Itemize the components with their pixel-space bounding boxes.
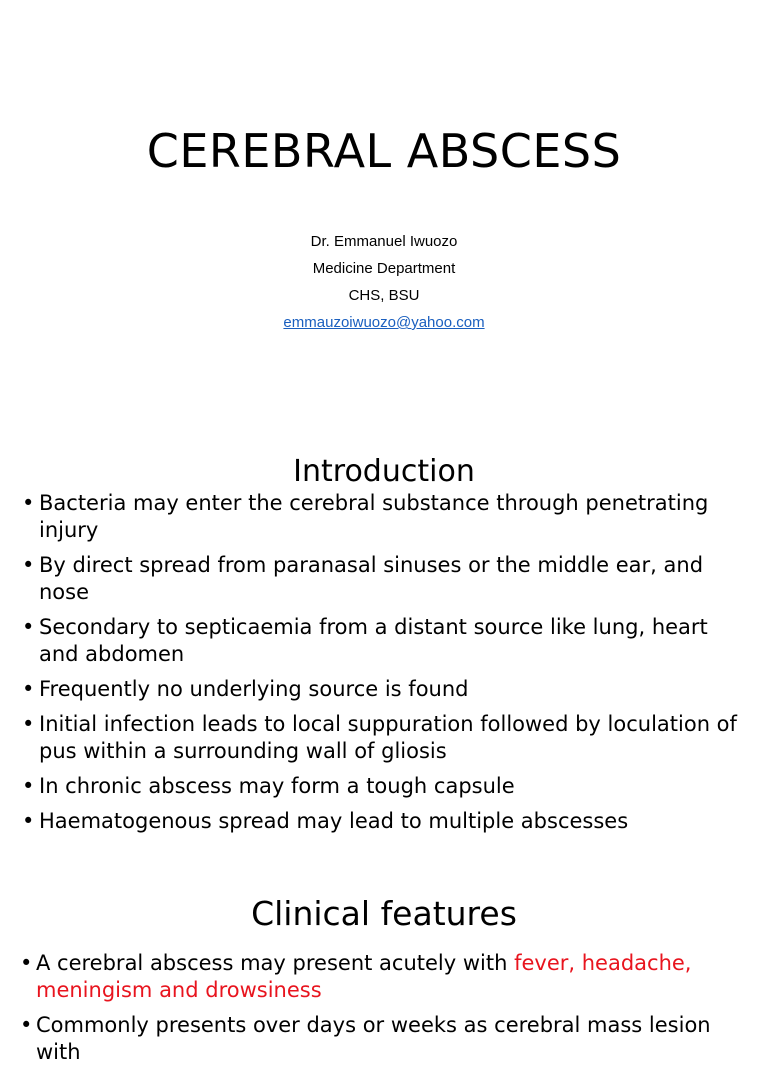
bullet-icon: • bbox=[22, 491, 35, 515]
list-item: • By direct spread from paranasal sinuses or the middle ear, and nose bbox=[22, 553, 704, 604]
slide-heading: Clinical features bbox=[251, 894, 517, 933]
introduction-slide bbox=[0, 432, 768, 864]
bullet-icon: • bbox=[22, 809, 35, 833]
author-name: Dr. Emmanuel Iwuozo bbox=[310, 233, 458, 250]
bullet-icon: • bbox=[22, 712, 35, 736]
bullet-icon: • bbox=[20, 951, 33, 975]
institution: CHS, BSU bbox=[348, 287, 420, 304]
bullet-icon: • bbox=[20, 1013, 33, 1037]
list-item: • Haematogenous spread may lead to multiple abscesses bbox=[22, 809, 629, 833]
list-item: • Initial infection leads to local suppuration followed by loculation of pus within a surrounding wall of gliosis bbox=[22, 712, 737, 763]
bullet-list bbox=[22, 490, 750, 843]
list-item: • A cerebral abscess may present acutely with fever, headache, meningism and drowsiness bbox=[20, 951, 692, 1002]
email-link[interactable]: emmauzoiwuozo@yahoo.com bbox=[283, 314, 485, 331]
bullet-icon: • bbox=[22, 774, 35, 798]
list-item: • In chronic abscess may form a tough capsule bbox=[22, 774, 515, 798]
slide-subtitle bbox=[0, 228, 768, 336]
bullet-icon: • bbox=[22, 553, 35, 577]
list-item: • Commonly presents over days or weeks as cerebral mass lesion with bbox=[20, 1013, 711, 1064]
clinical-features-slide bbox=[0, 864, 768, 1064]
bullet-list bbox=[20, 950, 750, 1074]
bullet-icon: • bbox=[22, 677, 35, 701]
slide-heading: Introduction bbox=[293, 454, 475, 489]
highlighted-symptoms: fever, headache, meningism and drowsiness bbox=[36, 951, 692, 1002]
list-item: • Frequently no underlying source is found bbox=[22, 677, 469, 701]
slide-title: CEREBRAL ABSCESS bbox=[146, 124, 622, 178]
bullet-icon: • bbox=[22, 615, 35, 639]
list-item: • Bacteria may enter the cerebral substance through penetrating injury bbox=[22, 491, 709, 542]
list-item: • Secondary to septicaemia from a distant source like lung, heart and abdomen bbox=[22, 615, 708, 666]
title-slide bbox=[0, 0, 768, 432]
department: Medicine Department bbox=[312, 260, 456, 277]
